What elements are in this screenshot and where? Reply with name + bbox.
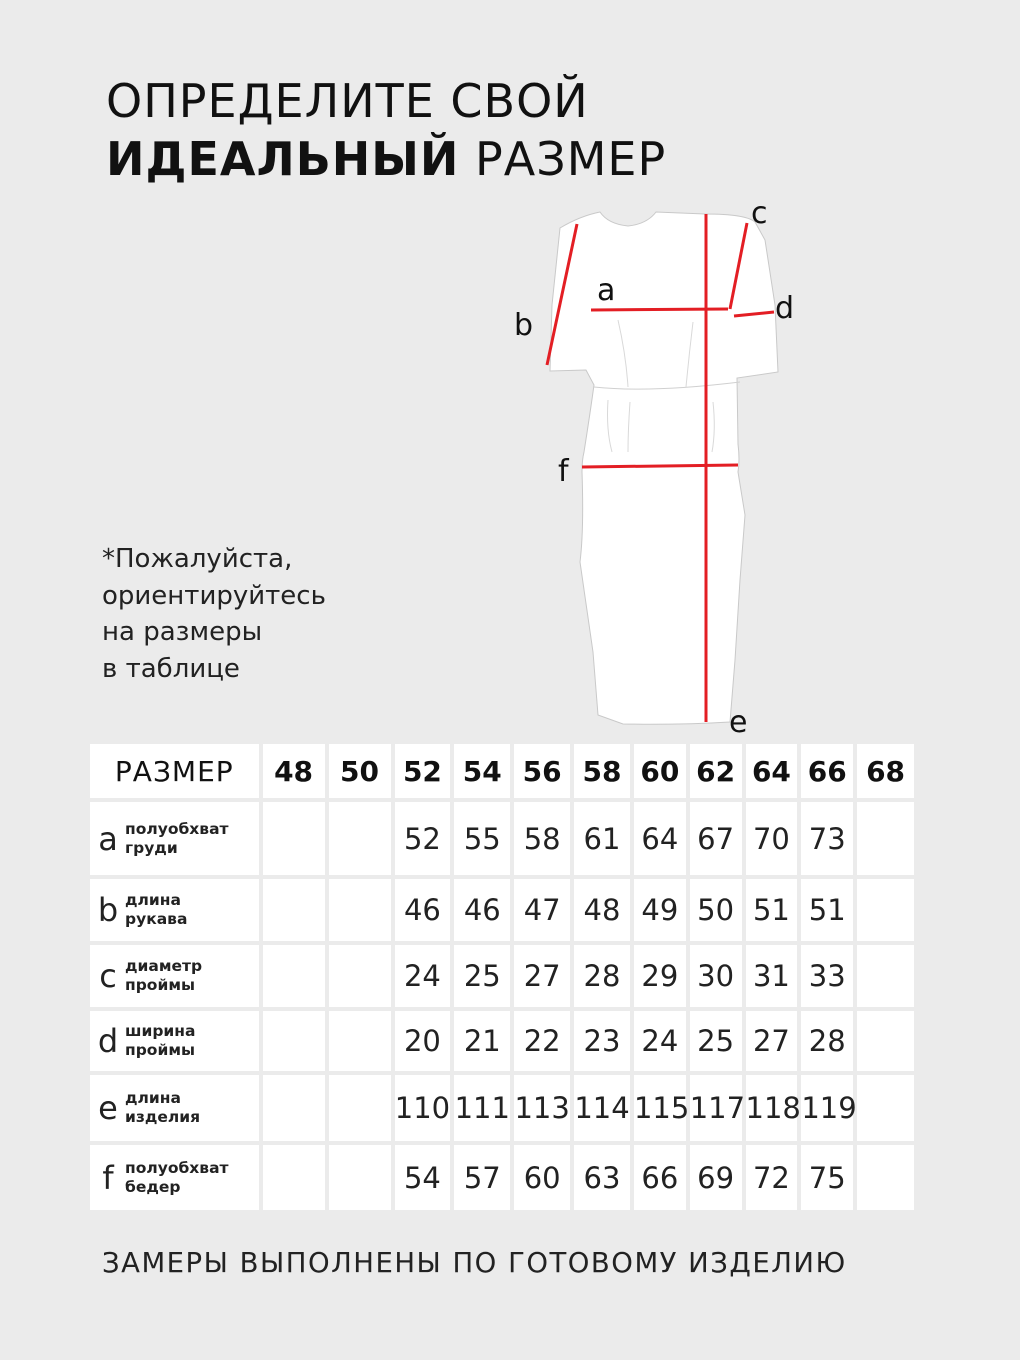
footer-note: ЗАМЕРЫ ВЫПОЛНЕНЫ ПО ГОТОВОМУ ИЗДЕЛИЮ [102,1247,847,1279]
table-cell [857,1011,914,1071]
row-header-content [94,1022,259,1060]
label-d: d [775,291,795,326]
table-cell: 22 [514,1011,570,1071]
table-cell [263,1075,325,1141]
table-cell: 50 [690,879,742,941]
size-header-cell: 68 [857,744,914,798]
table-cell: 24 [634,1011,686,1071]
table-cell: 21 [454,1011,510,1071]
row-desc-line: рукава [125,910,188,928]
title-bold-word: ИДЕАЛЬНЫЙ [106,132,460,186]
table-cell: 110 [395,1075,451,1141]
label-a: a [597,273,616,308]
table-cell: 118 [746,1075,798,1141]
table-cell [329,879,391,941]
row-desc-line: длина [125,1089,181,1107]
table-cell: 60 [514,1145,570,1210]
table-cell: 72 [746,1145,798,1210]
table-cell [263,802,325,875]
row-letter: a [98,819,118,858]
table-cell [329,1145,391,1210]
row-desc-line: груди [125,838,178,857]
row-header-content [94,957,259,995]
table-cell: 33 [801,945,853,1007]
row-letter: e [98,1089,118,1127]
table-cell: 47 [514,879,570,941]
table-row [90,945,914,1007]
table-cell [857,1075,914,1141]
row-desc-line: полуобхват [125,819,229,838]
row-header-content [94,1159,259,1197]
table-cell: 25 [690,1011,742,1071]
row-description [125,820,229,858]
table-cell [857,1145,914,1210]
dress-measurement-diagram [500,190,820,750]
table-row [90,1075,914,1141]
title-rest-word: РАЗМЕР [459,132,667,186]
title-line-2 [106,130,666,188]
table-cell [263,1011,325,1071]
table-cell: 46 [454,879,510,941]
page-title [106,72,666,188]
table-cell: 20 [395,1011,451,1071]
row-desc-line: полуобхват [125,1158,229,1177]
row-header [90,802,259,875]
table-cell: 70 [746,802,798,875]
size-header-cell: 66 [801,744,853,798]
table-cell: 54 [395,1145,451,1210]
row-letter: f [102,1158,114,1197]
table-cell: 117 [690,1075,742,1141]
table-cell: 64 [634,802,686,875]
table-cell [329,945,391,1007]
table-cell: 75 [801,1145,853,1210]
label-b: b [514,308,534,343]
row-description [125,1022,195,1060]
size-header-cell: 52 [395,744,451,798]
size-header-cell: 54 [454,744,510,798]
table-row [90,1011,914,1071]
table-cell: 52 [395,802,451,875]
table-cell: 24 [395,945,451,1007]
note-line: ориентируйтесь [102,580,326,611]
measure-line-a [591,309,728,310]
size-header-row [90,744,914,798]
label-c: c [751,196,768,231]
note-line: в таблице [102,653,240,684]
row-desc-line: бедер [125,1177,181,1196]
table-cell [263,945,325,1007]
row-letter: b [97,891,119,929]
table-cell: 31 [746,945,798,1007]
label-e: e [729,705,748,740]
table-cell [329,1011,391,1071]
table-cell: 29 [634,945,686,1007]
table-cell: 46 [395,879,451,941]
row-header-content [94,1089,259,1127]
row-header [90,1075,259,1141]
size-header-cell: 58 [574,744,630,798]
size-note [102,541,402,687]
table-cell [857,945,914,1007]
table-cell [857,879,914,941]
table-cell: 51 [746,879,798,941]
note-line: на размеры [102,617,263,647]
label-f: f [558,454,569,489]
table-cell [329,802,391,875]
row-letter: d [97,1022,119,1060]
size-header-label: РАЗМЕР [90,744,259,798]
table-cell: 57 [454,1145,510,1210]
row-desc-line: диаметр [125,957,203,975]
table-cell: 63 [574,1145,630,1210]
table-cell [263,879,325,941]
table-cell: 51 [801,879,853,941]
table-cell: 66 [634,1145,686,1210]
size-header-cell: 50 [329,744,391,798]
table-row [90,1145,914,1210]
table-cell [263,1145,325,1210]
row-letter: c [99,957,117,995]
row-header [90,1145,259,1210]
table-cell: 27 [746,1011,798,1071]
table-cell: 115 [634,1075,686,1141]
row-description [125,1089,200,1127]
table-cell: 61 [574,802,630,875]
row-desc-line: ширина [125,1022,196,1040]
size-header-cell: 62 [690,744,742,798]
table-cell: 48 [574,879,630,941]
table-cell: 23 [574,1011,630,1071]
row-header [90,1011,259,1071]
table-cell: 28 [574,945,630,1007]
table-cell: 67 [690,802,742,875]
row-desc-line: изделия [125,1108,201,1126]
title-line-1: ОПРЕДЕЛИТЕ СВОЙ [106,74,589,128]
size-header-cell: 64 [746,744,798,798]
table-cell: 114 [574,1075,630,1141]
table-row [90,879,914,941]
table-cell: 28 [801,1011,853,1071]
size-header-cell: 60 [634,744,686,798]
table-cell: 111 [454,1075,510,1141]
row-desc-line: проймы [125,976,195,994]
table-cell: 55 [454,802,510,875]
table-cell: 58 [514,802,570,875]
size-header-cell: 56 [514,744,570,798]
table-cell: 73 [801,802,853,875]
table-cell: 69 [690,1145,742,1210]
measure-line-f [582,465,738,467]
table-cell [857,802,914,875]
row-header [90,879,259,941]
table-cell [329,1075,391,1141]
row-description [125,957,202,995]
note-line: *Пожалуйста, [102,544,293,574]
row-description [125,1159,229,1197]
size-header-cell: 48 [263,744,325,798]
table-row [90,802,914,875]
row-header [90,945,259,1007]
size-table [86,740,918,1214]
table-cell: 27 [514,945,570,1007]
row-header-content [94,891,259,929]
row-desc-line: проймы [125,1041,195,1059]
table-cell: 30 [690,945,742,1007]
table-cell: 119 [801,1075,853,1141]
row-desc-line: длина [125,891,181,909]
table-cell: 25 [454,945,510,1007]
row-header-content [94,820,259,858]
table-cell: 49 [634,879,686,941]
row-description [125,891,187,929]
table-cell: 113 [514,1075,570,1141]
